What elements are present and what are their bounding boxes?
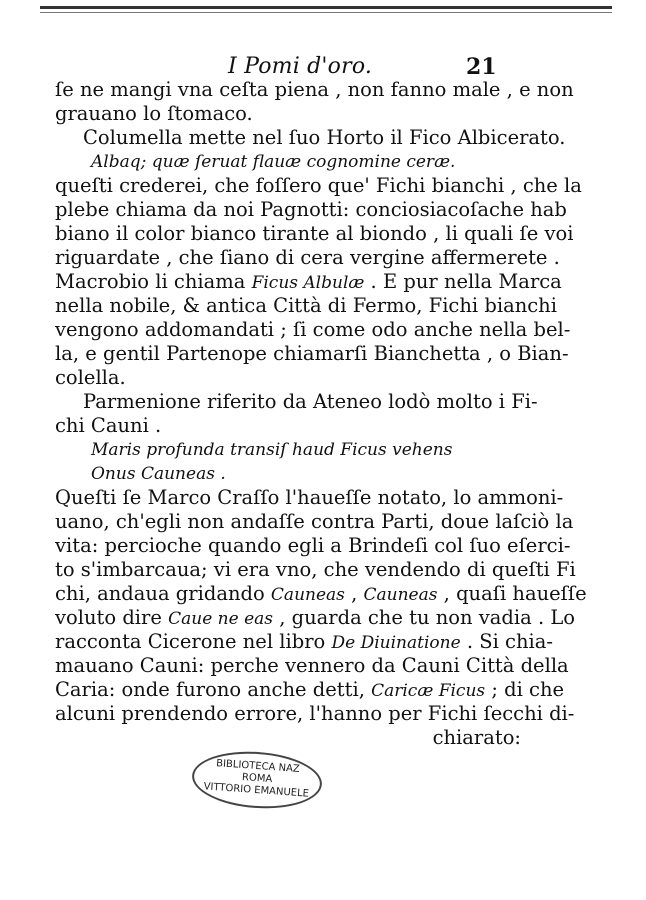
italic-term: Caricæ Ficus [371,681,486,701]
text-line [55,438,525,462]
text-segment: chiarato: [432,726,521,749]
text-line [55,246,560,270]
text-line [55,486,564,510]
text-line [55,126,566,150]
text-line [55,558,576,582]
top-rule [40,6,612,9]
text-segment: Parmenione riferito da Ateneo lodò molto i Fi- [83,390,538,413]
italic-term: Cauneas [363,585,438,605]
text-segment: uano, ch'egli non andaſſe contra Parti, doue laſciò la [55,510,574,533]
text-segment: Albaq; quæ ſeruat flauæ cognomine ceræ. [91,152,456,172]
text-line [55,654,569,678]
text-line [55,150,525,174]
library-stamp [190,748,324,813]
text-segment: , [344,582,364,605]
text-segment: ; di che [485,678,565,701]
text-segment: biano il color bianco tirante al biondo , li quali ſe voi [55,222,574,245]
top-rule-thin [40,12,612,13]
italic-term: Caue ne eas [168,609,273,629]
text-segment: chi Cauni . [55,414,162,437]
running-head: I Pomi d'oro. [228,54,373,79]
text-segment: , guarda che tu non vadia . Lo [273,606,576,629]
body-text [55,78,587,750]
text-line [55,294,557,318]
text-line [55,198,567,222]
text-segment: ſe ne mangi vna ceſta piena , non fanno male , e non [55,78,574,101]
text-line [55,366,525,390]
text-line [55,414,525,438]
italic-term: Ficus Albulæ [251,273,365,293]
text-line [55,174,582,198]
text-segment: plebe chiama da noi Pagnotti: conciosiacoſache hab [55,198,567,221]
text-segment: racconta Cicerone nel libro [55,630,332,653]
text-line [55,678,565,702]
text-line [55,630,553,654]
text-segment: Macrobio li chiama [55,270,252,293]
text-segment: Onus Cauneas . [91,464,226,484]
text-line [55,78,574,102]
text-segment: alcuni prendendo errore, l'hanno per Fichi ſecchi di- [55,702,575,725]
text-line [55,222,574,246]
text-line [55,534,571,558]
text-segment: queſti crederei, che foſſero que' Fichi bianchi , che la [55,174,582,197]
text-line [55,510,574,534]
text-segment: colella. [55,366,126,389]
text-segment: Maris profunda transiſ haud Ficus vehens [91,440,453,460]
text-segment: Caria: onde furono anche detti, [55,678,372,701]
catchword [55,726,525,750]
text-segment: , quaſi haueſſe [437,582,587,605]
text-segment: vengono addomandati ; ſi come odo anche nella bel- [55,318,571,341]
text-line [55,342,569,366]
text-segment: . E pur nella Marca [364,270,562,293]
text-line [55,606,576,630]
text-line [55,582,587,606]
text-segment: vita: percioche quando egli a Brindeſi col ſuo eſerci- [55,534,571,557]
text-segment: riguardate , che ſiano di cera vergine affermerete . [55,246,560,269]
text-segment: . Si chia- [460,630,553,653]
text-segment: to s'imbarcaua; vi era vno, che vendendo di queſti Fi [55,558,576,581]
text-line [55,702,575,726]
text-segment: grauano lo ſtomaco. [55,102,253,125]
page-number: 21 [466,54,497,80]
text-segment: nella nobile, & antica Città di Fermo, Fichi bianchi [55,294,557,317]
stamp-line-3: VITTORIO EMANUELE [203,781,310,800]
text-line [55,390,538,414]
text-line [55,462,525,486]
text-line [55,270,562,294]
text-segment: la, e gentil Partenope chiamarſi Bianchetta , o Bian- [55,342,569,365]
text-segment: chi, andaua gridando [55,582,271,605]
text-line [55,102,525,126]
italic-term: Cauneas [270,585,345,605]
text-segment: Queſti ſe Marco Craſſo l'haueſſe notato, lo ammoni- [55,486,564,509]
stamp-line-2: ROMA [241,771,273,786]
text-segment: mauano Cauni: perche vennero da Cauni Città della [55,654,569,677]
stamp-line-1: BIBLIOTECA NAZ [215,758,301,775]
italic-term: De Diuinatione [331,633,461,653]
text-segment: voluto dire [55,606,169,629]
text-line [55,318,571,342]
text-segment: Columella mette nel ſuo Horto il Fico Albicerato. [83,126,566,149]
